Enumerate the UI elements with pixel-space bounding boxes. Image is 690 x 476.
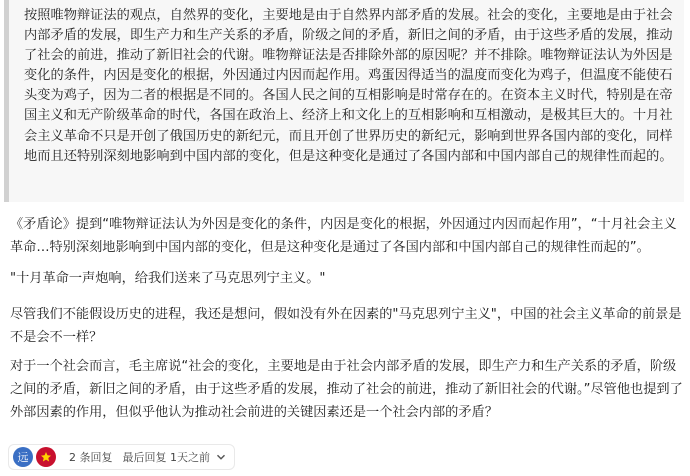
avatar-user-2[interactable] bbox=[36, 447, 56, 467]
last-reply-time: 最后回复 1天之前 bbox=[122, 451, 210, 464]
post-blockquote bbox=[4, 0, 684, 202]
post-paragraph-4: 对于一个社会而言，毛主席说“社会的变化，主要地是由于社会内部矛盾的发展，即生产力和生产关系的矛盾，阶级之间的矛盾，新旧之间的矛盾，由于这些矛盾的发展，推动了社会的前进，推动了新旧社会的代谢。”尽管他也提到了外部因素的作用，但似乎他认为推动社会前进的关键因素还是一个社会内部的矛盾？ bbox=[10, 359, 683, 420]
topic-map-toggle[interactable] bbox=[8, 444, 235, 470]
chevron-down-icon[interactable] bbox=[216, 452, 226, 462]
reply-count: 2 条回复 bbox=[69, 451, 113, 464]
post-paragraph-2: "十月革命一声炮响，给我们送来了马克思列宁主义。" bbox=[10, 271, 326, 286]
post-paragraph-1: 《矛盾论》提到“唯物辩证法认为外因是变化的条件，内因是变化的根据，外因通过内因而起作用”，“十月社会主义革命…特别深刻地影响到中国内部的变化，但是这种变化是通过了各国内部和中国内部自己的规律性而起的”。 bbox=[10, 217, 677, 255]
quote-text: 按照唯物辩证法的观点，自然界的变化，主要地是由于自然界内部矛盾的发展。社会的变化，主要地是由于社会内部矛盾的发展，即生产力和生产关系的矛盾，阶级之间的矛盾，新旧之间的矛盾，由于这些矛盾的发展，推动了社会的前进，推动了新旧社会的代谢。唯物辩证法是否排除外部的原因呢？并不排除。唯物辩证法认为外因是变化的条件，内因是变化的根据，外因通过内因而起作用。鸡蛋因得适当的温度而变化为鸡子，但温度不能使石头变为鸡子，因为二者的根据是不同的。各国人民之间的互相影响是时常存在的。在资本主义时代，特别是在帝国主义和无产阶级革命的时代，各国在政治上、经济上和文化上的互相影响和互相激动，是极其巨大的。十月社会主义革命不只是开创了俄国历史的新纪元，而且开创了世界历史的新纪元，影响到世界各国内部的变化，同样地而且还特别深刻地影响到中国内部的变化，但是这种变化是通过了各国内部和中国内部自己的规律性而起的。 bbox=[24, 8, 673, 164]
post-paragraph-3: 尽管我们不能假设历史的进程，我还是想问，假如没有外在因素的"马克思列宁主义"，中国的社会主义革命的前景是不是会不一样？ bbox=[10, 307, 682, 345]
avatar-user-1[interactable]: 远 bbox=[13, 447, 33, 467]
star-icon bbox=[40, 451, 52, 463]
